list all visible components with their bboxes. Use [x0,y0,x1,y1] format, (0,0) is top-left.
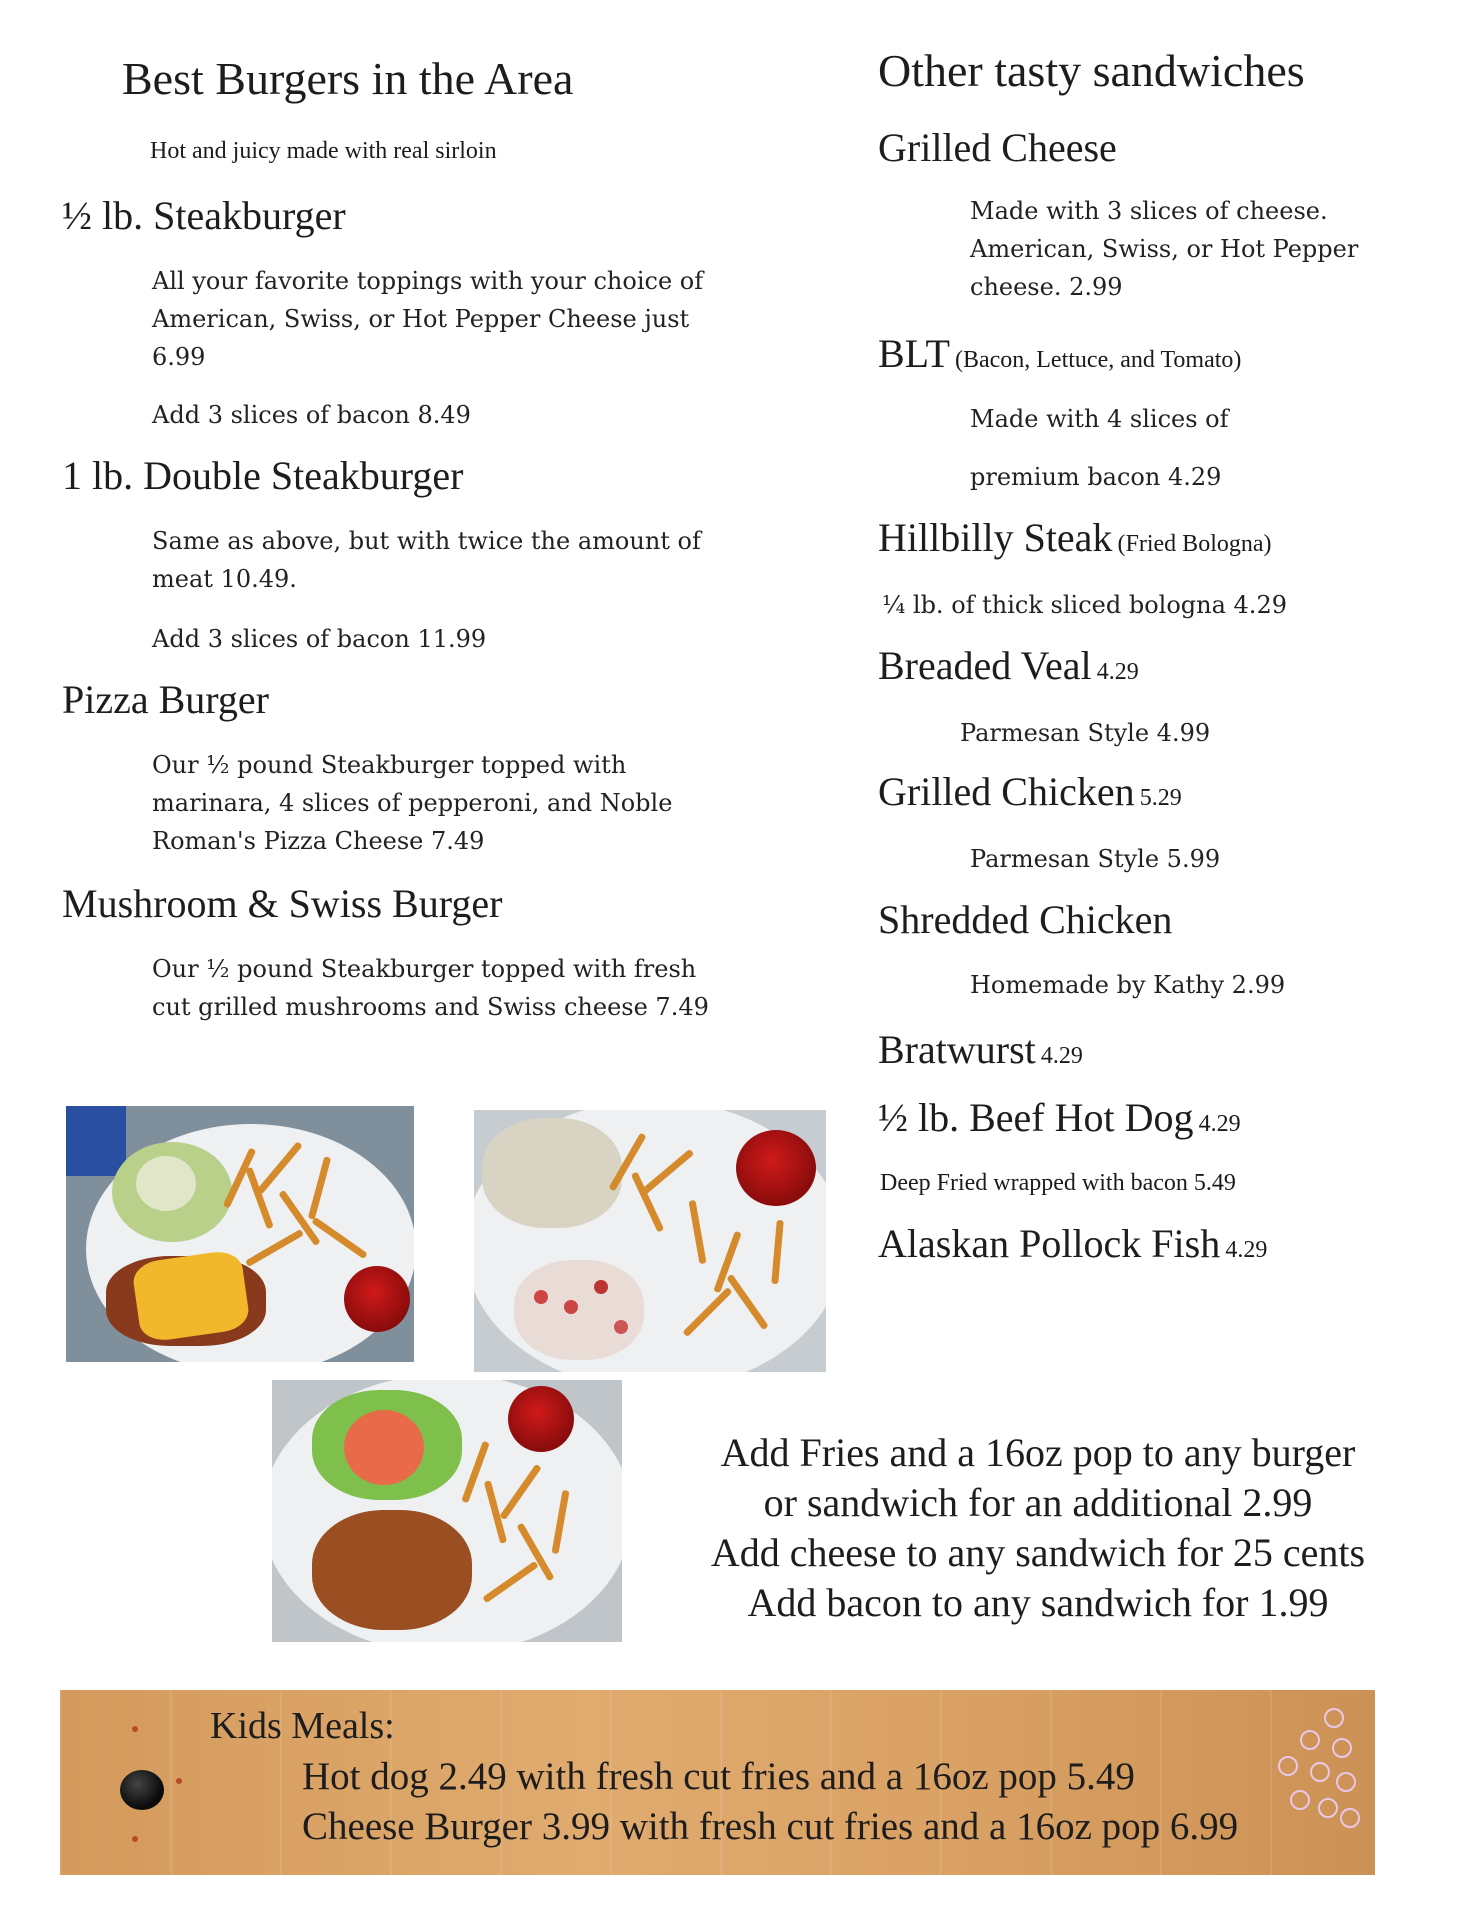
add-on-line: Add bacon to any sandwich for 1.99 [747,1580,1329,1625]
pizza-burger-name: Pizza Burger [62,677,269,722]
bowling-ball-icon [120,1770,164,1810]
steakburger-name: ½ lb. Steakburger [62,193,346,238]
hillbilly-name: Hillbilly Steak [878,515,1113,560]
hotdog-name: ½ lb. Beef Hot Dog [878,1095,1194,1140]
hotdog-heading [878,1094,1241,1141]
fish-price: 4.29 [1225,1237,1268,1263]
hillbilly-heading [878,514,1272,561]
chicken-parmesan: Parmesan Style 5.99 [970,845,1221,873]
burgers-title: Best Burgers in the Area [122,53,574,104]
grilled-cheese-name: Grilled Cheese [878,125,1117,170]
blt-desc-2: premium bacon 4.29 [970,463,1222,491]
mushroom-swiss-name: Mushroom & Swiss Burger [62,881,503,926]
chicken-name: Grilled Chicken [878,769,1135,814]
steakburger-bacon: Add 3 slices of bacon 8.49 [152,401,471,429]
add-on-line: or sandwich for an additional 2.99 [763,1480,1313,1525]
double-steakburger-name: 1 lb. Double Steakburger [62,453,464,498]
kids-hot-dog: Hot dog 2.49 with fresh cut fries and a 16oz pop 5.49 [302,1755,1135,1798]
steakburger-desc: All your favorite toppings with your choice of American, Swiss, or Hot Pepper Cheese just 6.99 [152,267,704,371]
add-ons-text [668,1428,1408,1628]
veal-parmesan: Parmesan Style 4.99 [960,719,1211,747]
fish-name: Alaskan Pollock Fish [878,1221,1221,1266]
blt-desc-1: Made with 4 slices of [970,405,1229,433]
bratwurst-price: 4.29 [1040,1043,1083,1069]
sandwich-plate-photo [474,1110,826,1372]
shredded-chicken-name: Shredded Chicken [878,897,1173,942]
hotdog-price: 4.29 [1198,1111,1241,1137]
veal-price: 4.29 [1096,659,1139,685]
chicken-heading [878,768,1182,815]
sandwiches-title: Other tasty sandwiches [878,45,1305,96]
hillbilly-paren: (Fried Bologna) [1117,531,1272,557]
bratwurst-name: Bratwurst [878,1027,1036,1072]
chicken-price: 5.29 [1139,785,1182,811]
burger-plate-photo [66,1106,414,1362]
fish-plate-photo [272,1380,622,1642]
burgers-subtitle: Hot and juicy made with real sirloin [150,138,497,164]
add-on-line: Add Fries and a 16oz pop to any burger [720,1430,1356,1475]
pizza-burger-desc: Our ½ pound Steakburger topped with marinara, 4 slices of pepperoni, and Noble Roman's Pizza Cheese 7.49 [152,751,673,855]
kids-meals-heading: Kids Meals: [210,1705,395,1747]
blt-paren: (Bacon, Lettuce, and Tomato) [954,347,1242,373]
double-steakburger-desc: Same as above, but with twice the amount of meat 10.49. [152,527,701,593]
bowling-pins-icon [1270,1708,1360,1838]
bratwurst-heading [878,1026,1083,1073]
hotdog-desc: Deep Fried wrapped with bacon 5.49 [880,1170,1236,1196]
veal-heading [878,642,1139,689]
blt-heading [878,330,1241,377]
fish-heading [878,1220,1267,1267]
grilled-cheese-desc: Made with 3 slices of cheese. American, Swiss, or Hot Pepper cheese. 2.99 [970,197,1359,301]
shredded-chicken-desc: Homemade by Kathy 2.99 [970,971,1286,999]
mushroom-swiss-desc: Our ½ pound Steakburger topped with fresh cut grilled mushrooms and Swiss cheese 7.49 [152,955,709,1021]
kids-meals-banner [60,1690,1375,1875]
add-on-line: Add cheese to any sandwich for 25 cents [710,1530,1366,1575]
hillbilly-desc: ¼ lb. of thick sliced bologna 4.29 [882,591,1287,619]
veal-name: Breaded Veal [878,643,1092,688]
blt-name: BLT [878,331,950,376]
double-steakburger-bacon: Add 3 slices of bacon 11.99 [152,625,487,653]
kids-cheese-burger: Cheese Burger 3.99 with fresh cut fries and a 16oz pop 6.99 [302,1805,1239,1848]
